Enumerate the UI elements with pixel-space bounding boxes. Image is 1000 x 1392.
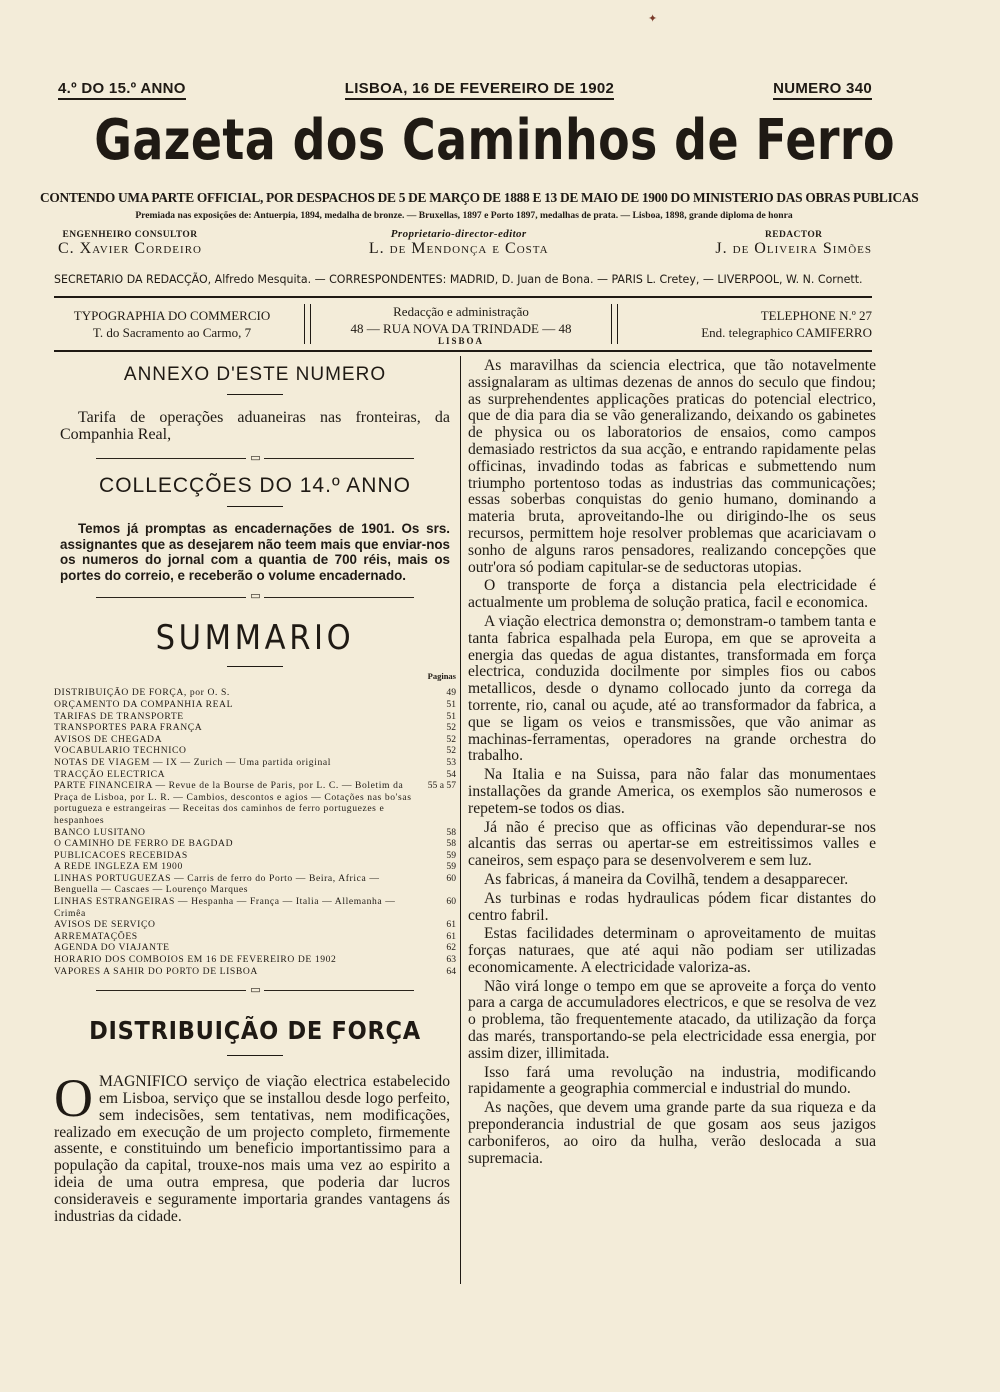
summary-item: [54, 861, 456, 873]
header-rule-bottom: [54, 350, 872, 352]
divider: [304, 304, 311, 344]
article-paragraph: Na Italia e na Suissa, para não falar das monumentaes installações da grande America, os exemplos são numerosos e repetem-se todos os dias.: [468, 766, 876, 817]
summary-item-title: HORARIO DOS COMBOIOS EM 16 DE FEVEREIRO DE 1902: [54, 954, 337, 966]
lead-text: serviço de viação electrica estabelecido em Lisboa, serviço que se installou desde logo perfeito, sem indecisões, sem tentativas, nem modificações, realizado em execução de um projecto completo, firmemente assente, e constituindo um beneficio importantissimo para a população da capital, trouxe-nos mais uma vez ao espirito a ideia de uma outra empresa, que poderia dar lucros consideraveis e seguramente importaria grandes vantagens ás industrias da cidade.: [54, 1073, 450, 1225]
left-column: [54, 356, 456, 1225]
article-paragraph: Já não é preciso que as officinas vão dependurar-se nos alcantis das serras ou apertar-se em estreitissimos valles e caneiros, sem espaço para se desenvolverem e sem luz.: [468, 818, 876, 870]
summary-item: [54, 722, 456, 734]
summary-item-title: TARIFAS DE TRANSPORTE: [54, 710, 184, 722]
summary-item: [54, 919, 456, 931]
newspaper-title: Gazeta dos Caminhos de Ferro: [94, 108, 895, 173]
summary-item-title: TRANSPORTES PARA FRANÇA: [54, 722, 203, 734]
summary-item-title: AVISOS DE CHEGADA: [54, 733, 163, 745]
summary-item-page: 51: [446, 698, 456, 710]
summary-item-page: 53: [446, 756, 456, 768]
summary-item-title: NOTAS DE VIAGEM — IX — Zurich — Uma partida original: [54, 756, 331, 768]
dropcap: O: [54, 1068, 93, 1129]
article-paragraph: As nações, que devem uma grande parte da sua riqueza e da preponderancia industrial de que gosam aos seus jazigos carboniferos, ao oiro da hulha, verão deslocada a sua supremacia.: [468, 1099, 876, 1167]
summary-item-page: 52: [446, 722, 456, 734]
telephone-block: TELEPHONE N.º 27 End. telegraphico CAMIFERRO: [701, 308, 872, 340]
summary-item-page: 52: [446, 733, 456, 745]
summary-item: [54, 757, 456, 769]
summary-item-page: 54: [446, 768, 456, 780]
summary-item: [54, 896, 456, 919]
summary-item-title: ORÇAMENTO DA COMPANHIA REAL: [54, 698, 234, 710]
summary-item: [54, 711, 456, 723]
summary-item-title: PUBLICACOES RECEBIDAS: [54, 849, 188, 861]
editor: REDACTOR J. de Oliveira Simões: [715, 230, 872, 257]
ornament-divider: ▭: [54, 983, 456, 996]
heading-rule: [227, 506, 283, 507]
article-heading: DISTRIBUIÇÃO DE FORÇA: [89, 1016, 421, 1046]
summary-item: [54, 850, 456, 862]
summary-item: [54, 942, 456, 954]
fleuron-icon: ✦: [648, 13, 658, 25]
correspondents-line: SECRETARIO DA REDACÇÃO, Alfredo Mesquita. — CORRESPONDENTES: MADRID, D. Juan de Bona. — PARIS L. Cretey, — LIVERPOOL, W. N. Cornett.: [54, 272, 863, 286]
summary-heading: SUMMARIO: [155, 618, 355, 659]
summary-list: [54, 687, 456, 977]
summary-item-title: LINHAS ESTRANGEIRAS — Hespanha — França — Italia — Allemanha — Crimêa: [54, 896, 396, 919]
collections-text: Temos já promptas as encadernações de 1901. Os srs. assignantes que as desejarem não teem mais que enviar-nos os numeros do jornal com a quantia de 700 réis, mais os portes do correio, e receberão o volume encadernado.: [60, 521, 450, 583]
staff-credits: [58, 228, 872, 258]
summary-item: [54, 699, 456, 711]
summary-item: [54, 769, 456, 781]
heading-rule: [227, 1055, 283, 1056]
article-paragraph: As maravilhas da sciencia electrica, que tão notavelmente assignalaram as ultimas dezenas de annos do seculo que findou; as surprehendentes applicações praticas do potencial electrico, que de dia para dia se vão generalizando, deixando os gabinetes de physica ou os laboratorios de ensaios, como campos demasiado restrictos da sua acção, e entrando rapidamente pelas officinas, invadindo todas as fabricas e submettendo num triumpho portentoso todas as industrias das communicações; essas soberbas conquistas do genio humano, dominando a materia bruta, aproveitando-lhe ou dirigindo-lhe os seus recursos, permittem hoje resolver problemas que acariciavam o sonho de alguns raros pensadores, realizando concepções que outr'ora só podiam capitular-se de seductoras utopias.: [468, 357, 876, 576]
proprietor-director: Proprietario-director-editor L. de Mendonça e Costa: [368, 228, 549, 257]
consulting-engineer: ENGENHEIRO CONSULTOR C. Xavier Cordeiro: [58, 230, 202, 257]
article-paragraph: A viação electrica demonstra o; demonstram-o tambem tanta e tanta fabrica espalhada pela Europa, em que se aproveita a energia das quedas de agua distantes, transformada em força electrica, conduzida docilmente por simples fios ou cabos metallicos, desde o dynamo collocado junto da correga da torrente, rio, canal ou açude, até ao transformador da fabrica, a que se ligam os veios e transmissões, que vão animar as machinas-ferramentas, operadores na grande orchestra do trabalho.: [468, 612, 876, 765]
article-paragraph: As turbinas e rodas hydraulicas pódem ficar distantes do centro fabril.: [468, 889, 876, 924]
summary-item: [54, 827, 456, 839]
collections-heading: COLLECÇÕES DO 14.º ANNO: [99, 474, 411, 497]
summary-item-page: 60: [446, 896, 456, 908]
summary-item-title: BANCO LUSITANO: [54, 826, 146, 838]
summary-item-page: 62: [446, 942, 456, 954]
summary-item-title: DISTRIBUIÇÃO DE FORÇA, por O. S.: [54, 687, 230, 699]
summary-item-title: VAPORES A SAHIR DO PORTO DE LISBOA: [54, 965, 258, 977]
summary-item: [54, 838, 456, 850]
article-lead: [54, 1068, 450, 1225]
summary-item-page: 58: [446, 838, 456, 850]
summary-item-page: 60: [446, 872, 456, 884]
article-paragraph: As fabricas, á maneira da Covilhã, tendem a desapparecer.: [484, 870, 849, 888]
masthead-topline: [58, 80, 872, 100]
article-paragraph: Estas facilidades determinam o aproveitamento de muitas forças naturaes, que até aqui não podiam ser utilizadas economicamente. A electricidade valoriza-as.: [468, 925, 876, 976]
summary-item-page: 61: [446, 930, 456, 942]
annex-text: Tarifa de operações aduaneiras nas fronteiras, da Companhia Real,: [60, 409, 450, 443]
summary-item: [54, 931, 456, 943]
awards-line: Premiada nas exposições de: Antuerpia, 1894, medalha de bronze. — Bruxellas, 1897 e Porto 1897, medalhas de prata. — Lisboa, 1898, grande diploma de honra: [135, 210, 793, 221]
ornament-divider: ▭: [54, 589, 456, 602]
right-column: [468, 358, 876, 1167]
summary-item: [54, 966, 456, 978]
summary-item-title: VOCABULARIO TECHNICO: [54, 745, 187, 757]
summary-item: [54, 745, 456, 757]
summary-item-page: 59: [446, 849, 456, 861]
issue-label: 4.º DO 15.º ANNO: [58, 80, 186, 100]
article-paragraph: O transporte de força a distancia pela electricidade é actualmente um problema de solução pratica, facil e economica.: [468, 577, 876, 612]
summary-item: [54, 954, 456, 966]
summary-item-title: TRACÇÃO ELECTRICA: [54, 768, 166, 780]
summary-item-title: LINHAS PORTUGUEZAS — Carris de ferro do Porto — Beira, Africa — Benguella — Cascaes — Lourenço Marques: [54, 872, 380, 896]
annex-heading: ANNEXO D'ESTE NUMERO: [123, 364, 387, 385]
official-notice: CONTENDO UMA PARTE OFFICIAL, POR DESPACHOS DE 5 DE MARÇO DE 1888 E 13 DE MAIO DE 1900 DO MINISTERIO DAS OBRAS PUBLICAS: [40, 190, 919, 205]
pages-label: Paginas: [427, 671, 456, 682]
summary-item-title: A REDE INGLEZA EM 1900: [54, 861, 183, 873]
date-label: LISBOA, 16 DE FEVEREIRO DE 1902: [345, 80, 614, 100]
summary-item-page: 55 a 57: [427, 780, 456, 792]
office-block: Redacção e administração 48 — RUA NOVA DA TRINDADE — 48 LISBOA: [350, 303, 572, 346]
lead-word: MAGNIFICO: [99, 1073, 188, 1091]
number-label: NUMERO 340: [773, 80, 872, 100]
heading-rule: [227, 394, 283, 395]
summary-item-page: 58: [446, 826, 456, 838]
header-rule-top: [54, 296, 872, 298]
summary-item-page: 61: [446, 919, 456, 931]
summary-item-title: AVISOS DE SERVIÇO: [54, 919, 156, 931]
summary-item-page: 59: [446, 861, 456, 873]
column-divider: [460, 356, 461, 1284]
article-paragraph: Não virá longe o tempo em que se aproveite a força do vento para a carga de accumuladores electricos, e que se resolva de vez o problema, tão frequentemente atacado, da utilização da força das marés, transportando-se pela electricidade essa energia, por assim dizer, illimitada.: [468, 977, 876, 1062]
divider: [611, 304, 618, 344]
heading-rule: [227, 666, 283, 667]
summary-item-title: O CAMINHO DE FERRO DE BAGDAD: [54, 838, 234, 850]
summary-item-page: 64: [446, 965, 456, 977]
summary-item: [54, 873, 456, 896]
ornament-divider: ▭: [54, 451, 456, 464]
summary-item-title: ARREMATAÇÕES: [54, 930, 138, 942]
summary-item-page: 52: [446, 745, 456, 757]
summary-item-title: PARTE FINANCEIRA — Revue de la Bourse de Paris, por L. C. — Boletim da Praça de Lisboa, por L. R. — Cambios, descontos e agios — Cotações nas bo'sas portugueza e estrangeiras — Receitas dos caminhos de ferro portuguezes e hespanhoes: [54, 780, 412, 826]
summary-item: [54, 780, 456, 826]
summary-item-page: 51: [446, 710, 456, 722]
summary-item: [54, 687, 456, 699]
address-bar: [54, 302, 872, 346]
summary-item: [54, 734, 456, 746]
summary-item-page: 49: [446, 687, 456, 699]
summary-item-page: 63: [446, 954, 456, 966]
printer-block: TYPOGRAPHIA DO COMMERCIO T. do Sacramento ao Carmo, 7: [73, 308, 271, 340]
article-paragraph: Isso fará uma revolução na industria, modificando rapidamente a geographia commercial e industrial do mundo.: [468, 1063, 876, 1098]
summary-item-title: AGENDA DO VIAJANTE: [54, 942, 170, 954]
